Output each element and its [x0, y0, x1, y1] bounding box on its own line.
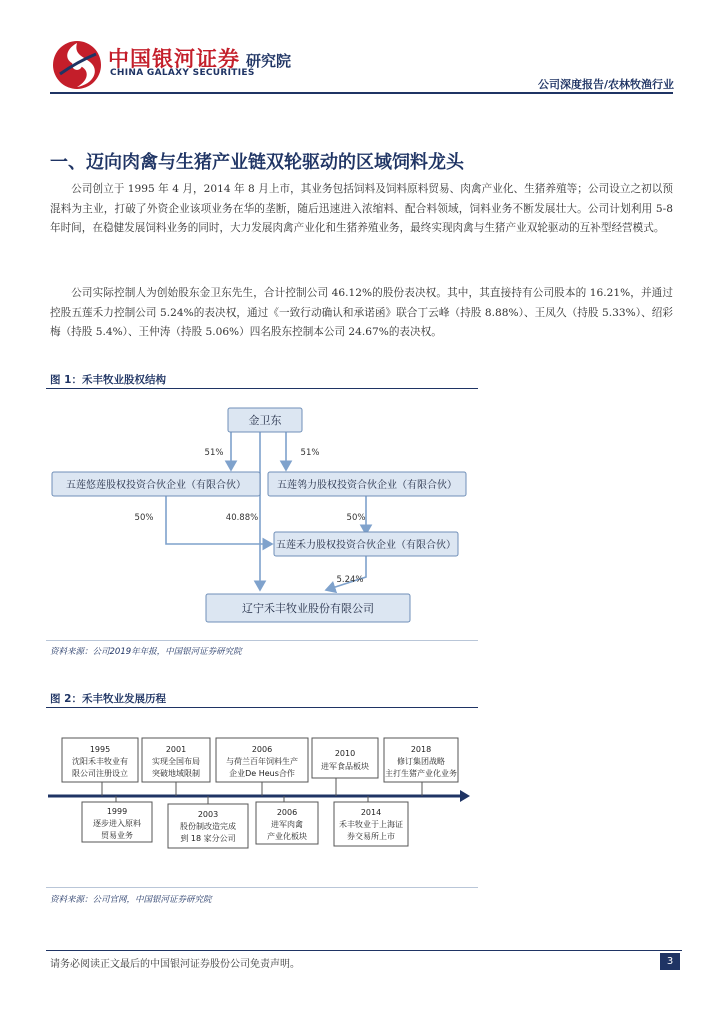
figure1-source: 资料来源：公司2019年年报，中国银河证券研究院: [50, 647, 242, 657]
header-divider: [50, 92, 673, 94]
node-mid-label: 五莲禾力股权投资合伙企业（有限合伙）: [276, 540, 456, 551]
edge-label-top-bottom: 40.88%: [225, 513, 259, 523]
node-left-label: 五莲悠莲股权投资合伙企业（有限合伙）: [66, 480, 246, 491]
edge-label-top-right: 51%: [300, 448, 320, 458]
milestone-desc: 突破地域限制: [152, 769, 200, 778]
paragraph-company-intro: 公司创立于 1995 年 4 月，2014 年 8 月上市，其业务包括饲料及饲料原料贸易、肉禽产业化、生猪养殖等；公司设立之初以预混料为主业，打破了外资企业该项业务在华的垄断，随后迅速进入浓缩料、配合料领域，饲料业务不断发展壮大。公司计划利用 5-8 年时间，在稳健发展饲料业务的同时，大力发展肉禽产业化和生猪养殖业务，最终实现肉禽与生猪产业双轮驱动的互补型经营模式。: [50, 183, 673, 234]
milestone-desc: 沈阳禾丰牧业有: [72, 757, 128, 766]
logo-chinese-name: 中国银河证券: [108, 47, 240, 71]
milestone-desc: 与荷兰百年饲料生产: [226, 757, 298, 766]
milestone-desc: 进军肉禽: [271, 820, 303, 829]
milestone-year: 1995: [89, 745, 111, 754]
edge-label-right-mid: 50%: [346, 513, 366, 523]
milestone-year: 2010: [334, 749, 356, 758]
milestone-desc: 贸易业务: [101, 831, 133, 840]
milestone-desc: 实现全国布局: [152, 757, 200, 766]
milestone-year: 2001: [165, 745, 187, 754]
milestone-year: 2006: [276, 808, 298, 817]
node-right-label: 五莲鸰力股权投资合伙企业（有限合伙）: [277, 480, 457, 491]
milestone-year: 1999: [106, 807, 128, 816]
node-top-label: 金卫东: [248, 414, 282, 427]
page-number: 3: [660, 953, 680, 970]
paragraph-controller: 公司实际控制人为创始股东金卫东先生，合计控制公司 46.12%的股份表决权。其中，其直接持有公司股本的 16.21%，并通过控股五莲禾力控制公司 5.24%的表决权，通过《一致行动确认和承诺函》联合丁云峰（持股 8.88%）、王凤久（持股 5.33%）、绍彩梅（持股 5.4%）、王仲涛（持股 5.06%）四名股东控制本公司 24.67%的表决权。: [50, 287, 673, 338]
milestone-year: 2006: [251, 745, 273, 754]
milestone-desc: 进军食品板块: [321, 762, 369, 771]
footer-disclaimer: 请务必阅读正文最后的中国银河证券股份公司免责声明。: [50, 959, 300, 970]
edge-label-left-mid: 50%: [134, 513, 154, 523]
milestone-year: 2018: [410, 745, 432, 754]
logo-english-name: CHINA GALAXY SECURITIES: [110, 68, 255, 78]
milestone-desc: 股份制改造完成: [180, 822, 236, 831]
milestone-desc: 逐步进入原料: [93, 819, 141, 828]
milestone-desc: 企业De Heus合作: [229, 769, 295, 778]
institute-label: 研究院: [246, 52, 292, 70]
milestone-desc: 禾丰牧业于上海证: [339, 820, 403, 829]
equity-structure-diagram: [46, 392, 478, 636]
milestone-year: 2014: [360, 808, 382, 817]
section-title: 一、迈向肉禽与生猪产业链双轮驱动的区域饲料龙头: [50, 152, 464, 173]
milestone-2010: [312, 738, 378, 778]
milestone-desc: 产业化板块: [267, 832, 307, 841]
galaxy-logo-icon: [52, 40, 102, 90]
figure2-bottom-rule: [46, 887, 478, 888]
milestone-desc: 限公司注册设立: [72, 769, 128, 778]
figure2-title: 图 2：禾丰牧业发展历程: [50, 693, 166, 705]
milestone-desc: 主打生猪产业化业务: [385, 769, 457, 778]
figure1-bottom-rule: [46, 640, 478, 641]
milestone-desc: 修订集团战略: [397, 757, 445, 766]
timeline-arrow-head: [460, 790, 470, 802]
node-bottom-label: 辽宁禾丰牧业股份有限公司: [242, 602, 374, 615]
report-type: 公司深度报告/农林牧渔行业: [537, 78, 674, 91]
figure2-source: 资料来源：公司官网，中国银河证券研究院: [50, 895, 212, 905]
figure2-top-rule: [46, 707, 478, 708]
milestone-desc: 券交易所上市: [347, 832, 395, 841]
development-timeline: [46, 712, 478, 884]
footer-divider: [46, 950, 682, 951]
milestone-desc: 到 18 家分公司: [180, 834, 236, 843]
edge-label-top-left: 51%: [204, 448, 224, 458]
figure1-top-rule: [46, 388, 478, 389]
milestone-year: 2003: [197, 810, 219, 819]
edge-label-mid-bottom: 5.24%: [336, 575, 364, 585]
figure1-title: 图 1：禾丰牧业股权结构: [50, 374, 166, 386]
